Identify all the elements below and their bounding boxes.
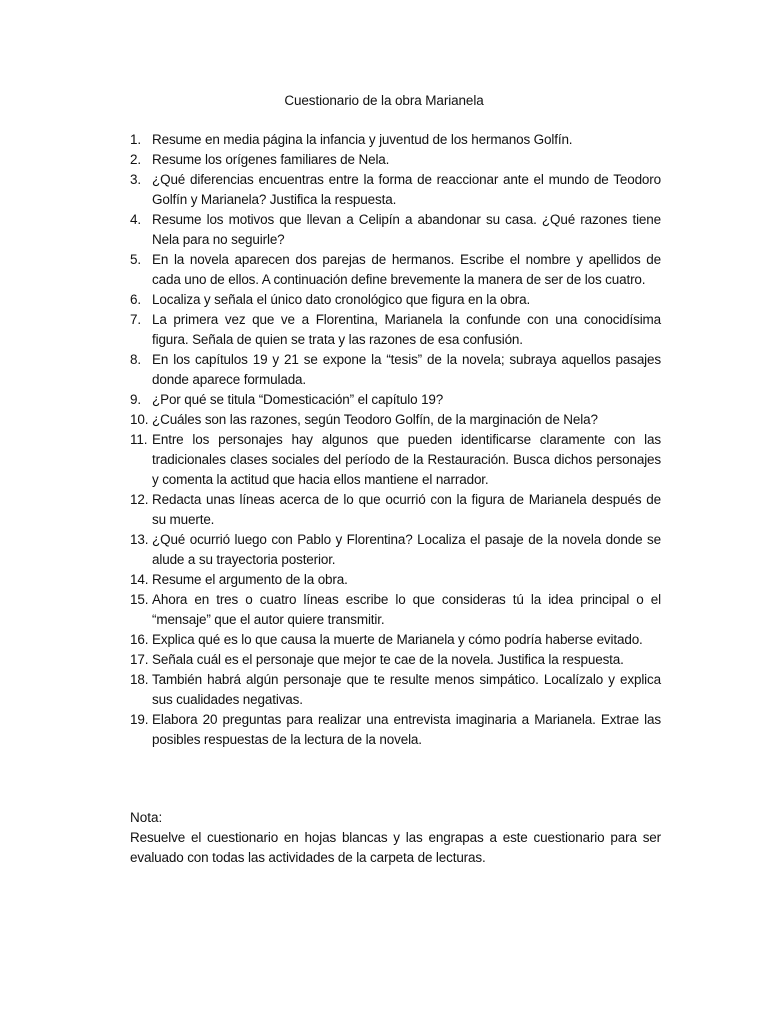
question-number: 4. [130, 212, 141, 227]
question-number: 3. [130, 172, 141, 187]
question-number: 10. [130, 412, 149, 427]
question-item [130, 310, 661, 350]
question-item [130, 350, 661, 390]
question-text: Resume los orígenes familiares de Nela. [152, 152, 390, 167]
question-number: 15. [130, 592, 149, 607]
question-text: Resume el argumento de la obra. [152, 572, 348, 587]
question-number: 12. [130, 492, 149, 507]
question-item [130, 170, 661, 210]
question-text: Explica qué es lo que causa la muerte de Marianela y cómo podría haberse evitado. [152, 632, 643, 647]
question-text: Señala cuál es el personaje que mejor te cae de la novela. Justifica la respuesta. [152, 652, 624, 667]
question-item [130, 250, 661, 290]
question-text: También habrá algún personaje que te resulte menos simpático. Localízalo y explica sus cualidades negativas. [152, 672, 661, 707]
question-number: 1. [130, 132, 141, 147]
question-text: Localiza y señala el único dato cronológico que figura en la obra. [152, 292, 531, 307]
question-text: Elabora 20 preguntas para realizar una entrevista imaginaria a Marianela. Extrae las posibles respuestas de la lectura de la novela. [152, 712, 661, 747]
note-text: Resuelve el cuestionario en hojas blancas y las engrapas a este cuestionario para ser evaluado con todas las actividades de la carpeta de lecturas. [130, 830, 661, 865]
question-number: 7. [130, 312, 141, 327]
question-number: 6. [130, 292, 141, 307]
question-number: 18. [130, 672, 149, 687]
question-number: 5. [130, 252, 141, 267]
question-number: 16. [130, 632, 149, 647]
question-text: En los capítulos 19 y 21 se expone la “tesis” de la novela; subraya aquellos pasajes donde aparece formulada. [152, 352, 661, 387]
question-text: ¿Qué ocurrió luego con Pablo y Florentina? Localiza el pasaje de la novela donde se alude a su trayectoria posterior. [152, 532, 661, 567]
question-item [130, 710, 661, 750]
question-item [130, 630, 661, 650]
question-text: ¿Cuáles son las razones, según Teodoro Golfín, de la marginación de Nela? [152, 412, 598, 427]
question-item [130, 590, 661, 630]
question-item [130, 650, 661, 670]
question-item [130, 210, 661, 250]
question-number: 11. [130, 432, 148, 447]
question-item [130, 410, 661, 430]
note-label: Nota: [130, 810, 163, 825]
question-item [130, 290, 661, 310]
question-number: 8. [130, 352, 141, 367]
question-text: Resume en media página la infancia y juventud de los hermanos Golfín. [152, 132, 573, 147]
question-text: En la novela aparecen dos parejas de hermanos. Escribe el nombre y apellidos de cada uno de ellos. A continuación define brevemente la manera de ser de los cuatro. [152, 252, 661, 287]
question-number: 14. [130, 572, 149, 587]
question-item [130, 490, 661, 530]
question-text: Ahora en tres o cuatro líneas escribe lo que consideras tú la idea principal o el “mensaje” que el autor quiere transmitir. [152, 592, 661, 627]
question-item [130, 530, 661, 570]
question-number: 2. [130, 152, 141, 167]
question-item [130, 390, 661, 410]
question-item [130, 670, 661, 710]
question-number: 13. [130, 532, 149, 547]
question-number: 19. [130, 712, 149, 727]
question-item [130, 150, 661, 170]
questions-list [130, 130, 661, 750]
question-number: 17. [130, 652, 149, 667]
question-text: ¿Por qué se titula “Domesticación” el capítulo 19? [152, 392, 444, 407]
document-title: Cuestionario de la obra Marianela [284, 93, 484, 108]
question-text: La primera vez que ve a Florentina, Marianela la confunde con una conocidísima figura. Señala de quien se trata y las razones de esa confusión. [152, 312, 661, 347]
question-text: ¿Qué diferencias encuentras entre la forma de reaccionar ante el mundo de Teodoro Golfín y Marianela? Justifica la respuesta. [152, 172, 661, 207]
question-item [130, 430, 661, 490]
question-text: Redacta unas líneas acerca de lo que ocurrió con la figura de Marianela después de su muerte. [152, 492, 661, 527]
question-item [130, 570, 661, 590]
question-text: Resume los motivos que llevan a Celipín a abandonar su casa. ¿Qué razones tiene Nela para no seguirle? [152, 212, 661, 247]
question-text: Entre los personajes hay algunos que pueden identificarse claramente con las tradicionales clases sociales del período de la Restauración. Busca dichos personajes y comenta la actitud que hacia ellos mantiene el narrador. [152, 432, 661, 487]
question-number: 9. [130, 392, 141, 407]
question-item [130, 130, 661, 150]
